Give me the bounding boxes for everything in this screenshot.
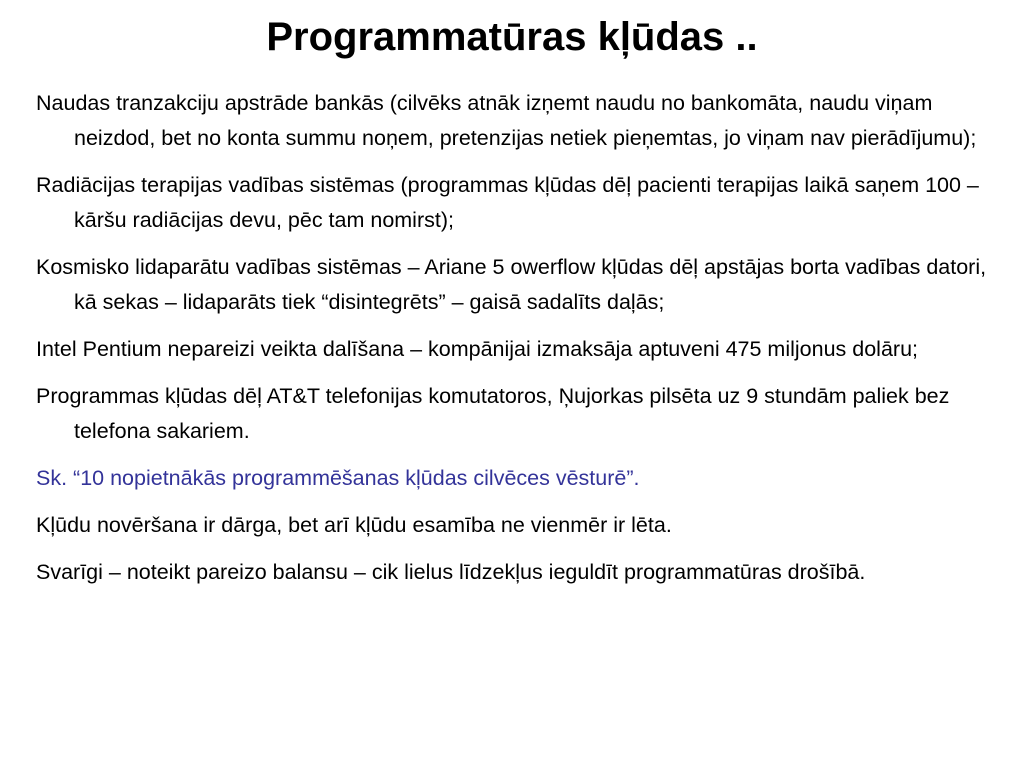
paragraph-ariane: Kosmisko lidaparātu vadības sistēmas – Ariane 5 owerflow kļūdas dēļ apstājas borta vadības datori, kā sekas – lidaparāts tiek “disintegrēts” – gaisā sadalīts daļās;	[36, 255, 987, 314]
paragraph-pentium: Intel Pentium nepareizi veikta dalīšana – kompānijai izmaksāja aptuveni 475 miljonus dolāru;	[36, 337, 918, 361]
paragraph-balance: Svarīgi – noteikt pareizo balansu – cik lielus līdzekļus ieguldīt programmatūras drošībā.	[36, 560, 866, 584]
slide-body	[36, 86, 1006, 602]
reference-link[interactable]: Sk. “10 nopietnākās programmēšanas kļūdas cilvēces vēsturē”.	[36, 466, 640, 490]
paragraph-banking: Naudas tranzakciju apstrāde bankās (cilvēks atnāk izņemt naudu no bankomāta, naudu viņam neizdod, bet no konta summu noņem, pretenzijas netiek pieņemtas, jo viņam nav pierādījumu);	[36, 91, 977, 150]
slide-title: Programmatūras kļūdas ..	[266, 15, 758, 59]
paragraph-radiation: Radiācijas terapijas vadības sistēmas (programmas kļūdas dēļ pacienti terapijas laikā saņem 100 – kāršu radiācijas devu, pēc tam nomirst);	[36, 173, 979, 232]
paragraph-att: Programmas kļūdas dēļ AT&T telefonijas komutatoros, Ņujorkas pilsēta uz 9 stundām paliek bez telefona sakariem.	[36, 384, 950, 443]
paragraph-cost: Kļūdu novēršana ir dārga, bet arī kļūdu esamība ne vienmēr ir lēta.	[36, 513, 672, 537]
